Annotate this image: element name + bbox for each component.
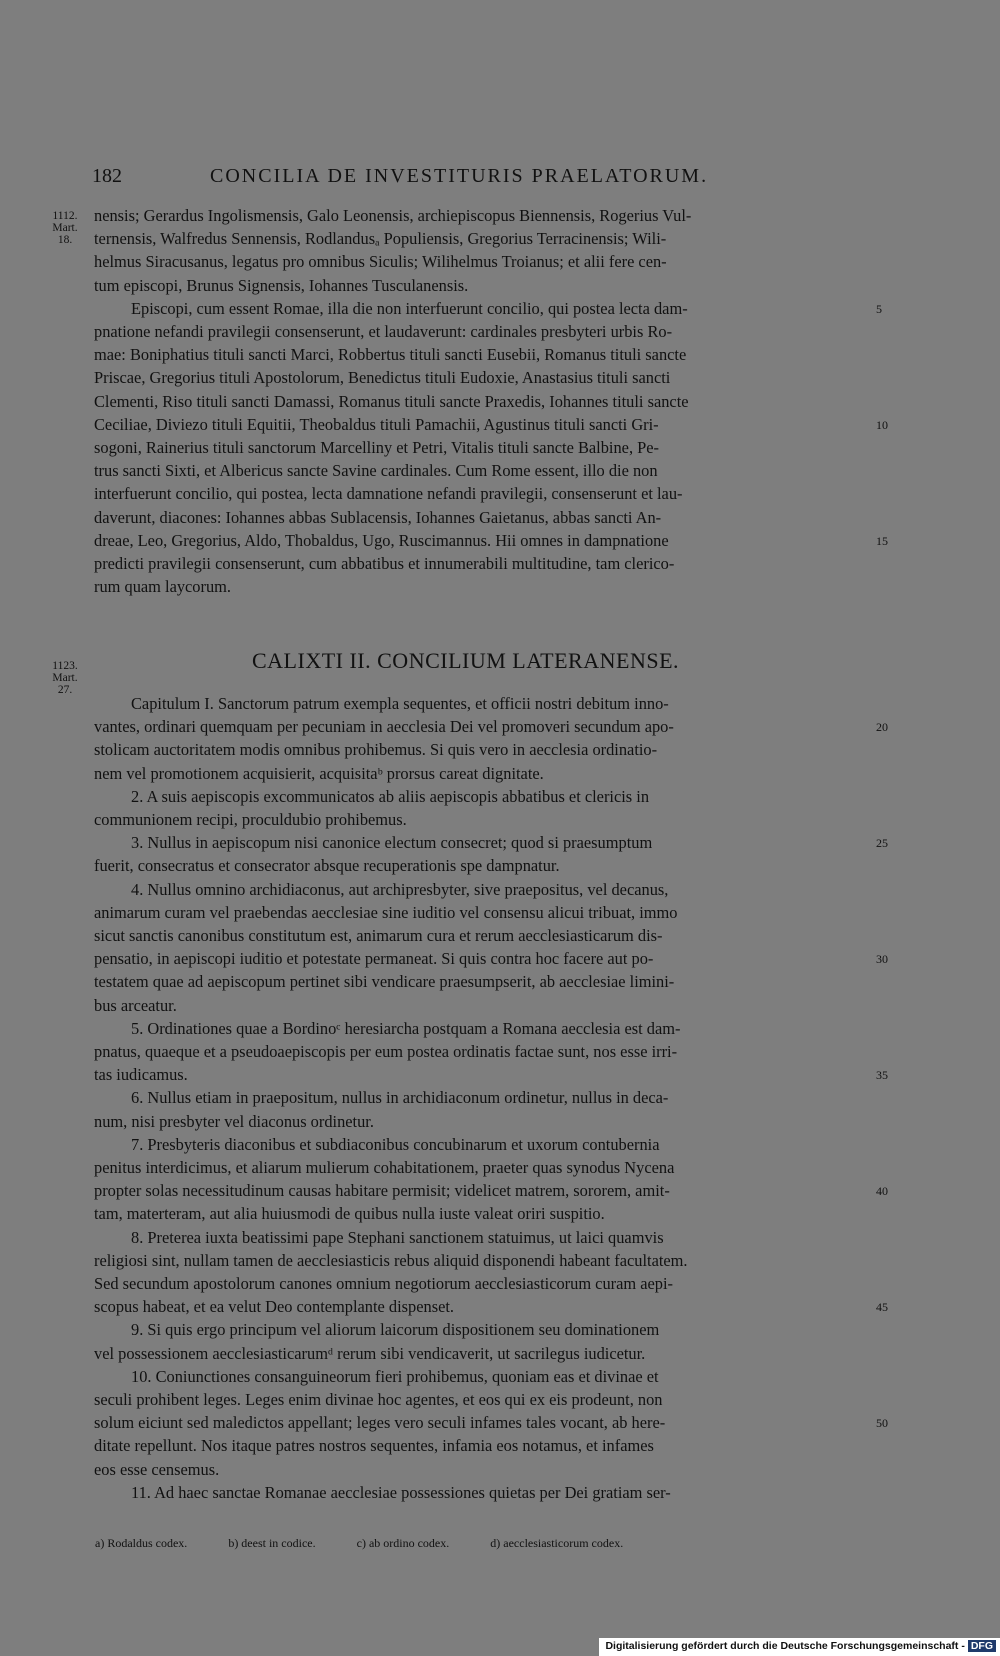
text-line: fuerit, consecratus et consecrator absque recuperationis spe dampnatur. [94,856,560,876]
text-line: vantes, ordinari quemquam per pecuniam in aecclesia Dei vel promoveri secundum apo- [94,717,674,737]
text-line: dreae, Leo, Gregorius, Aldo, Thobaldus, Ugo, Ruscimannus. Hii omnes in dampnatione [94,530,669,550]
text-line: animarum curam vel praebendas aecclesiae sine iuditio vel consensu alicui tribuat, immo [94,902,678,922]
text-line: predicti pravilegii consenserunt, cum abbatibus et innumerabili multitudine, tam clerico- [94,554,675,573]
text-line: trus sancti Sixti, et Albericus sancte Savine cardinales. Cum Rome essent, illo die non [94,461,658,481]
text-line: testatem quae ad aepiscopum pertinet sibi vendicare praesumpserit, ab aecclesiae limini- [94,972,675,992]
text-line: 11. Ad haec sanctae Romanae aecclesiae possessiones quietas per Dei gratiam ser- [131,1482,671,1502]
text-line: interfuerunt concilio, qui postea, lecta damnatione nefandi pravilegii, consenserunt et lau- [94,484,683,504]
text-line: Clementi, Riso tituli sancti Damassi, Romanus tituli sancte Praxedis, Iohannes tituli sancte [94,391,689,411]
text-line: pnatione nefandi pravilegii consenserunt, et laudaverunt: cardinales presbyteri urbis Ro- [94,322,673,341]
footnote: c) ab ordino codex. [356,1536,450,1550]
line-number: 5 [876,301,882,316]
text-line: sogoni, Rainerius tituli sanctorum Marcelliny et Petri, Vitalis tituli sancte Balbine, Pe- [94,438,660,457]
line-number: 15 [876,533,888,548]
text-line: helmus Siracusanus, legatus pro omnibus Siculis; Wilihelmus Troianus; et alii fere cen- [94,252,667,272]
text-line: 4. Nullus omnino archidiaconus, aut archipresbyter, sive praepositus, vel decanus, [131,879,669,899]
line-number: 30 [876,952,888,967]
text-line: sicut sanctis canonibus constitutum est, animarum cura et rerum aecclesiasticarum dis- [94,926,663,945]
line-number: 20 [876,720,888,735]
footnote: b) deest in codice. [228,1536,316,1550]
text-line: 6. Nullus etiam in praepositum, nullus in archidiaconum ordinetur, nullus in deca- [131,1088,669,1108]
text-line: daverunt, diacones: Iohannes abbas Sublacensis, Iohannes Gaietanus, abbas sancti An- [94,507,662,527]
text-line: eos esse censemus. [94,1459,220,1479]
text-line: pensatio, in aepiscopi iuditio et potestate permaneat. Si quis contra hoc facere aut po- [94,949,654,969]
text-line: Sed secundum apostolorum canones omnium negotiorum aecclesiasticorum curam aepi- [94,1274,673,1293]
line-number: 40 [876,1184,888,1199]
text-line: communionem recipi, proculdubio prohibemus. [94,810,407,829]
margin-date-section: 1123. Mart. 27. [52,660,78,696]
text-line: nem vel promotionem acquisierit, acquisitaᵇ prorsus careat dignitate. [94,763,544,783]
text-line: vel possessionem aecclesiasticarumᵈ rerum sibi vendicaverit, ut sacrilegus iudicetur. [94,1343,646,1363]
text-line: 2. A suis aepiscopis excommunicatos ab aliis aepiscopis abbatibus et clericis in [131,786,650,806]
text-line: ditate repellunt. Nos itaque patres nostros sequentes, infamia eos notamus, et infames [94,1436,654,1456]
page-header [92,165,872,193]
text-line: tum episcopi, Brunus Signensis, Iohannes Tusculanensis. [94,275,469,295]
text-line: stolicam auctoritatem modis omnibus prohibemus. Si quis vero in aecclesia ordinatio- [94,740,658,760]
footnote: d) aecclesiasticorum codex. [490,1536,624,1550]
text-line: tam, materteram, aut alia huiusmodi de quibus nulla iuste valeat oriri suspitio. [94,1204,605,1224]
text-line: Episcopi, cum essent Romae, illa die non interfuerunt concilio, qui postea lecta dam- [131,298,688,318]
section-title: CALIXTI II. CONCILIUM LATERANENSE. [252,648,680,673]
text-line: Capitulum I. Sanctorum patrum exempla sequentes, et officii nostri debitum inno- [131,694,669,713]
text-line: scopus habeat, et ea velut Deo contemplante dispenset. [94,1297,455,1317]
text-line: 3. Nullus in aepiscopum nisi canonice electum consecret; quod si praesumptum [131,833,653,853]
text-line: Ceciliae, Diviezo tituli Equitii, Theobaldus tituli Pamachii, Agustinus tituli sancti Gri- [94,414,659,434]
text-line: 7. Presbyteris diaconibus et subdiaconibus concubinarum et uxorum contubernia [131,1134,660,1154]
line-number: 50 [876,1416,888,1431]
text-line: mae: Boniphatius tituli sancti Marci, Robbertus tituli sancti Eusebii, Romanus tituli sancte [94,345,687,365]
text-line: Priscae, Gregorius tituli Apostolorum, Benedictus tituli Eudoxie, Anastasius tituli sancti [94,368,671,388]
text-line: nensis; Gerardus Ingolismensis, Galo Leonensis, archiepiscopus Biennensis, Rogerius Vul- [94,206,692,225]
margin-date-top: 1112. Mart. 18. [52,210,78,246]
text-line: num, nisi presbyter vel diaconus ordinetur. [94,1111,374,1131]
dfg-credit: Digitalisierung gefördert durch die Deutsche Forschungsgemeinschaft - DFG [599,1638,1000,1656]
footnotes [95,1536,661,1551]
text-line: propter solas necessitudinum causas habitare permisit; videlicet matrem, sororem, amit- [94,1181,670,1201]
text-line: seculi prohibent leges. Leges enim divinae hoc agentes, et eos qui ex eis prodeunt, non [94,1390,663,1409]
text-line: bus arceatur. [94,995,177,1015]
text-line: ternensis, Walfredus Sennensis, Rodlandusₐ Populiensis, Gregorius Terracinensis; Wili- [94,229,667,249]
running-title: CONCILIA DE INVESTITURIS PRAELATORUM. [210,165,709,187]
dfg-logo: DFG [968,1640,996,1652]
text-line: solum eiciunt sed maledictos appellant; leges vero seculi infames tales vocant, ab here- [94,1413,666,1433]
line-number: 35 [876,1068,888,1083]
text-line: penitus interdicimus, et aliarum mulierum cohabitationem, praeter quas synodus Nycena [94,1158,675,1177]
text-line: 9. Si quis ergo principum vel aliorum laicorum dispositionem seu dominationem [131,1320,660,1340]
text-line: religiosi sint, nullam tamen de aecclesiasticis rebus aliquid disponendi habeant facultatem. [94,1250,688,1270]
text-line: 5. Ordinationes quae a Bordinoᶜ heresiarcha postquam a Romana aecclesia est dam- [131,1018,681,1038]
text-line: rum quam laycorum. [94,577,232,597]
text-line: pnatus, quaeque et a pseudoaepiscopis per eum postea ordinatis factae sunt, nos esse irri- [94,1042,678,1061]
text-line: tas iudicamus. [94,1065,188,1085]
page-number: 182 [92,165,122,187]
line-number: 25 [876,836,888,851]
text-line: 10. Coniunctiones consanguineorum fieri prohibemus, quoniam eas et divinae et [131,1366,659,1386]
text-line: 8. Preterea iuxta beatissimi pape Stephani sanctionem statuimus, ut laici quamvis [131,1227,664,1247]
line-number: 45 [876,1300,888,1315]
line-number: 10 [876,417,888,432]
footnote: a) Rodaldus codex. [95,1536,188,1550]
